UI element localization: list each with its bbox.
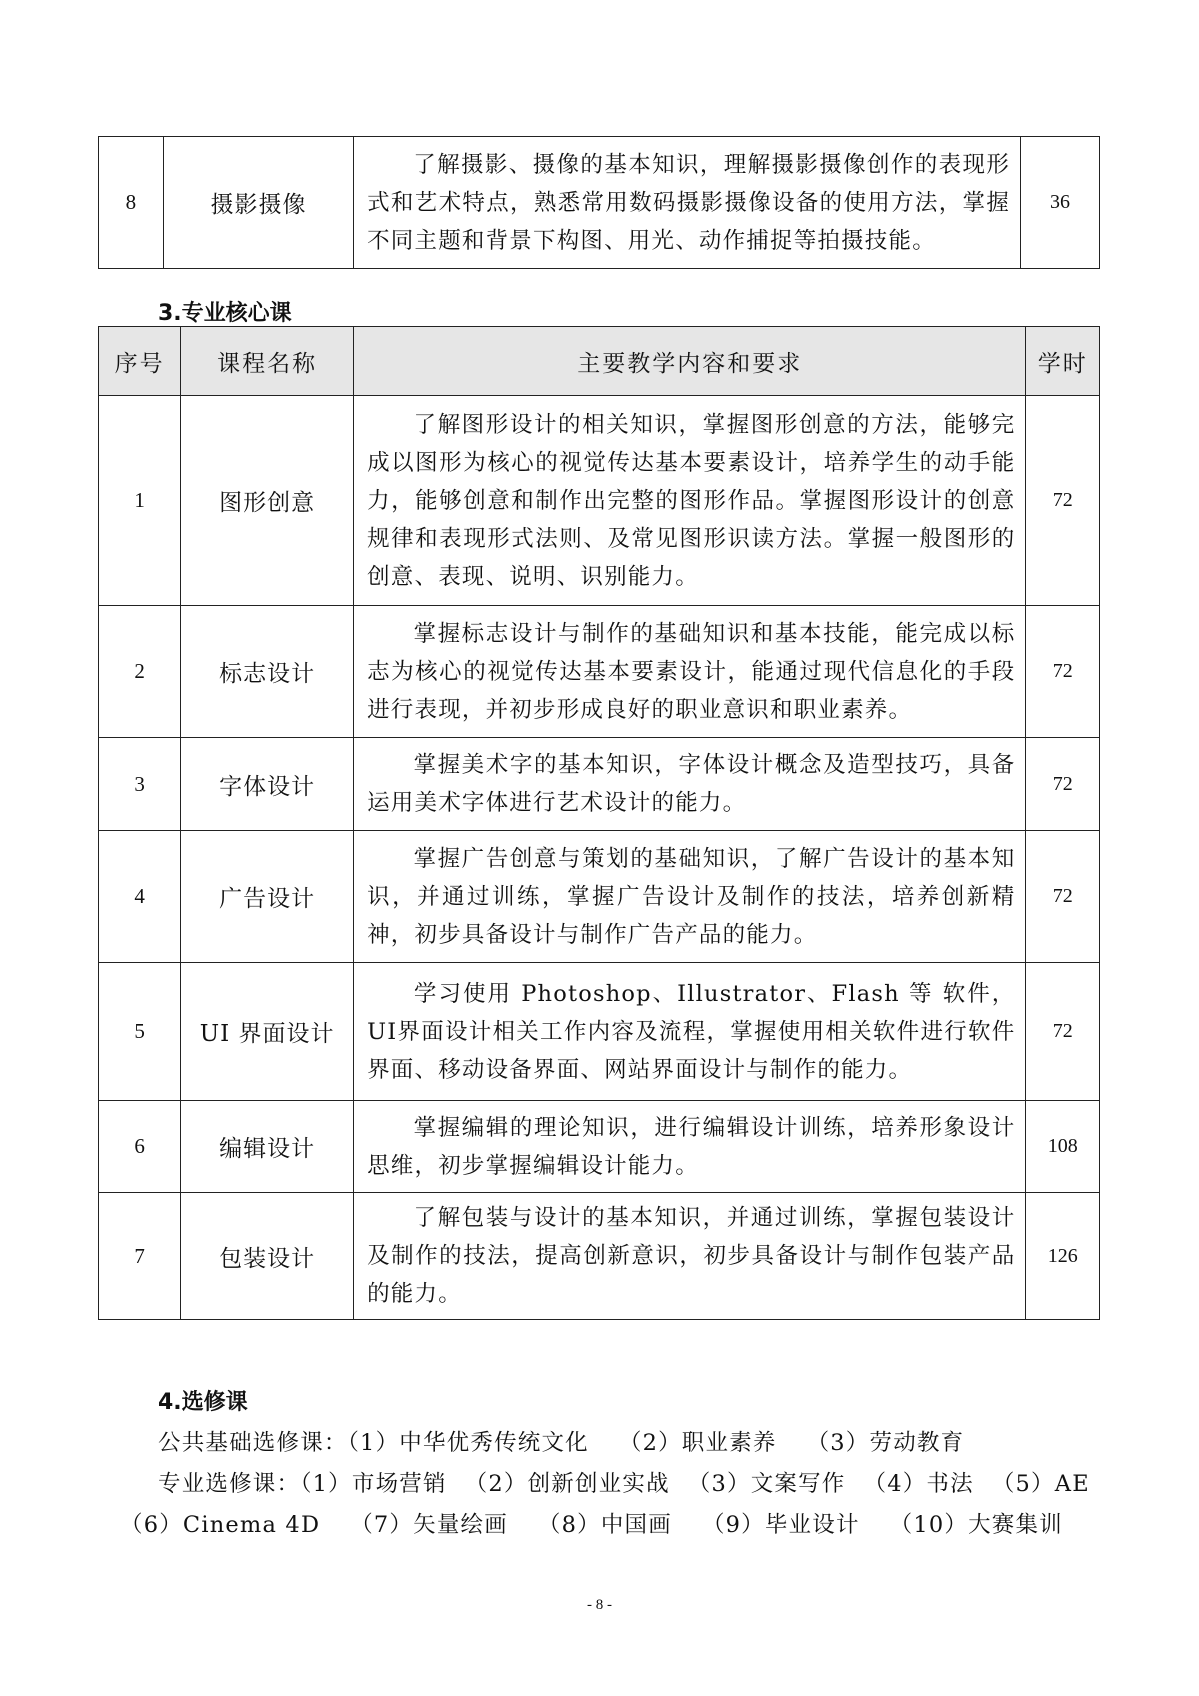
course-hours: 72 — [1026, 831, 1100, 963]
list-item: （3）劳动教育 — [806, 1430, 965, 1456]
list-item: （1）市场营销 — [300, 1471, 447, 1497]
course-name: 图形创意 — [181, 396, 354, 606]
major-electives-line-continued — [120, 1507, 1093, 1539]
course-name: 包装设计 — [181, 1193, 354, 1320]
major-electives-line — [158, 1466, 1108, 1498]
public-electives-line — [158, 1425, 994, 1457]
course-hours: 72 — [1026, 396, 1100, 606]
course-description: 学习使用 Photoshop、Illustrator、Flash 等 软件，UI界面设计相关工作内容及流程，掌握使用相关软件进行软件界面、移动设备界面、网站界面设计与制作的能力。 — [354, 963, 1026, 1101]
course-number: 6 — [99, 1101, 181, 1193]
course-hours: 72 — [1026, 606, 1100, 738]
course-name: 字体设计 — [181, 738, 354, 831]
list-item: （8）中国画 — [537, 1512, 672, 1538]
course-number: 1 — [99, 396, 181, 606]
table-header-row — [99, 327, 1100, 396]
list-item: （2）职业素养 — [618, 1430, 777, 1456]
section-title-core-courses: 3.专业核心课 — [158, 301, 292, 326]
table-row — [99, 963, 1100, 1101]
course-description: 了解图形设计的相关知识，掌握图形创意的方法，能够完成以图形为核心的视觉传达基本要素设计，培养学生的动手能力，能够创意和制作出完整的图形作品。掌握图形设计的创意规律和表现形式法则、及常见图形识读方法。掌握一般图形的创意、表现、说明、识别能力。 — [354, 396, 1026, 606]
public-electives-label: 公共基础选修课： — [158, 1430, 348, 1456]
list-item: （3）文案写作 — [687, 1471, 846, 1497]
course-hours: 72 — [1026, 963, 1100, 1101]
course-description: 掌握广告创意与策划的基础知识，了解广告设计的基本知识，并通过训练，掌握广告设计及制作的技法，培养创新精神，初步具备设计与制作广告产品的能力。 — [354, 831, 1026, 963]
course-number: 3 — [99, 738, 181, 831]
course-number: 5 — [99, 963, 181, 1101]
header-content: 主要教学内容和要求 — [354, 327, 1026, 396]
core-course-table — [98, 326, 1100, 1320]
course-hours: 126 — [1026, 1193, 1100, 1320]
course-description: 了解包装与设计的基本知识，并通过训练，掌握包装设计及制作的技法，提高创新意识，初步具备设计与制作包装产品的能力。 — [354, 1193, 1026, 1320]
list-item: （6）Cinema 4D — [120, 1512, 321, 1538]
page-number: - 8 - — [587, 1597, 612, 1613]
course-hours: 72 — [1026, 738, 1100, 831]
major-electives-label: 专业选修课： — [158, 1471, 301, 1497]
header-course-name: 课程名称 — [181, 327, 354, 396]
course-number: 4 — [99, 831, 181, 963]
course-number: 8 — [99, 137, 164, 269]
course-name: UI 界面设计 — [181, 963, 354, 1101]
course-name: 摄影摄像 — [163, 137, 353, 269]
header-number: 序号 — [99, 327, 181, 396]
course-name: 标志设计 — [181, 606, 354, 738]
course-description: 了解摄影、摄像的基本知识，理解摄影摄像创作的表现形式和艺术特点，熟悉常用数码摄影摄像设备的使用方法，掌握不同主题和背景下构图、用光、动作捕捉等拍摄技能。 — [354, 137, 1021, 269]
table-row — [99, 1101, 1100, 1193]
header-hours: 学时 — [1026, 327, 1100, 396]
list-item: （2）创新创业实战 — [464, 1471, 670, 1497]
list-item: （7）矢量绘画 — [350, 1512, 508, 1538]
course-hours: 36 — [1021, 137, 1100, 269]
table-row — [99, 831, 1100, 963]
list-item: （10）大赛集训 — [889, 1512, 1063, 1538]
list-item: （5）AE — [991, 1471, 1090, 1497]
section-title-electives: 4.选修课 — [158, 1390, 248, 1415]
course-description: 掌握标志设计与制作的基础知识和基本技能，能完成以标志为核心的视觉传达基本要素设计，能通过现代信息化的手段进行表现，并初步形成良好的职业意识和职业素养。 — [354, 606, 1026, 738]
list-item: （9）毕业设计 — [701, 1512, 860, 1538]
course-table-continued — [98, 136, 1100, 269]
table-row — [99, 1193, 1100, 1320]
course-hours: 108 — [1026, 1101, 1100, 1193]
table-row — [99, 738, 1100, 831]
course-description: 掌握美术字的基本知识，字体设计概念及造型技巧，具备运用美术字体进行艺术设计的能力。 — [354, 738, 1026, 831]
course-name: 编辑设计 — [181, 1101, 354, 1193]
table-row — [99, 606, 1100, 738]
course-number: 7 — [99, 1193, 181, 1320]
course-number: 2 — [99, 606, 181, 738]
course-name: 广告设计 — [181, 831, 354, 963]
list-item: （4）书法 — [863, 1471, 974, 1497]
table-row — [99, 396, 1100, 606]
list-item: （1）中华优秀传统文化 — [347, 1430, 589, 1456]
table-row — [99, 137, 1100, 269]
course-description: 掌握编辑的理论知识，进行编辑设计训练，培养形象设计思维，初步掌握编辑设计能力。 — [354, 1101, 1026, 1193]
